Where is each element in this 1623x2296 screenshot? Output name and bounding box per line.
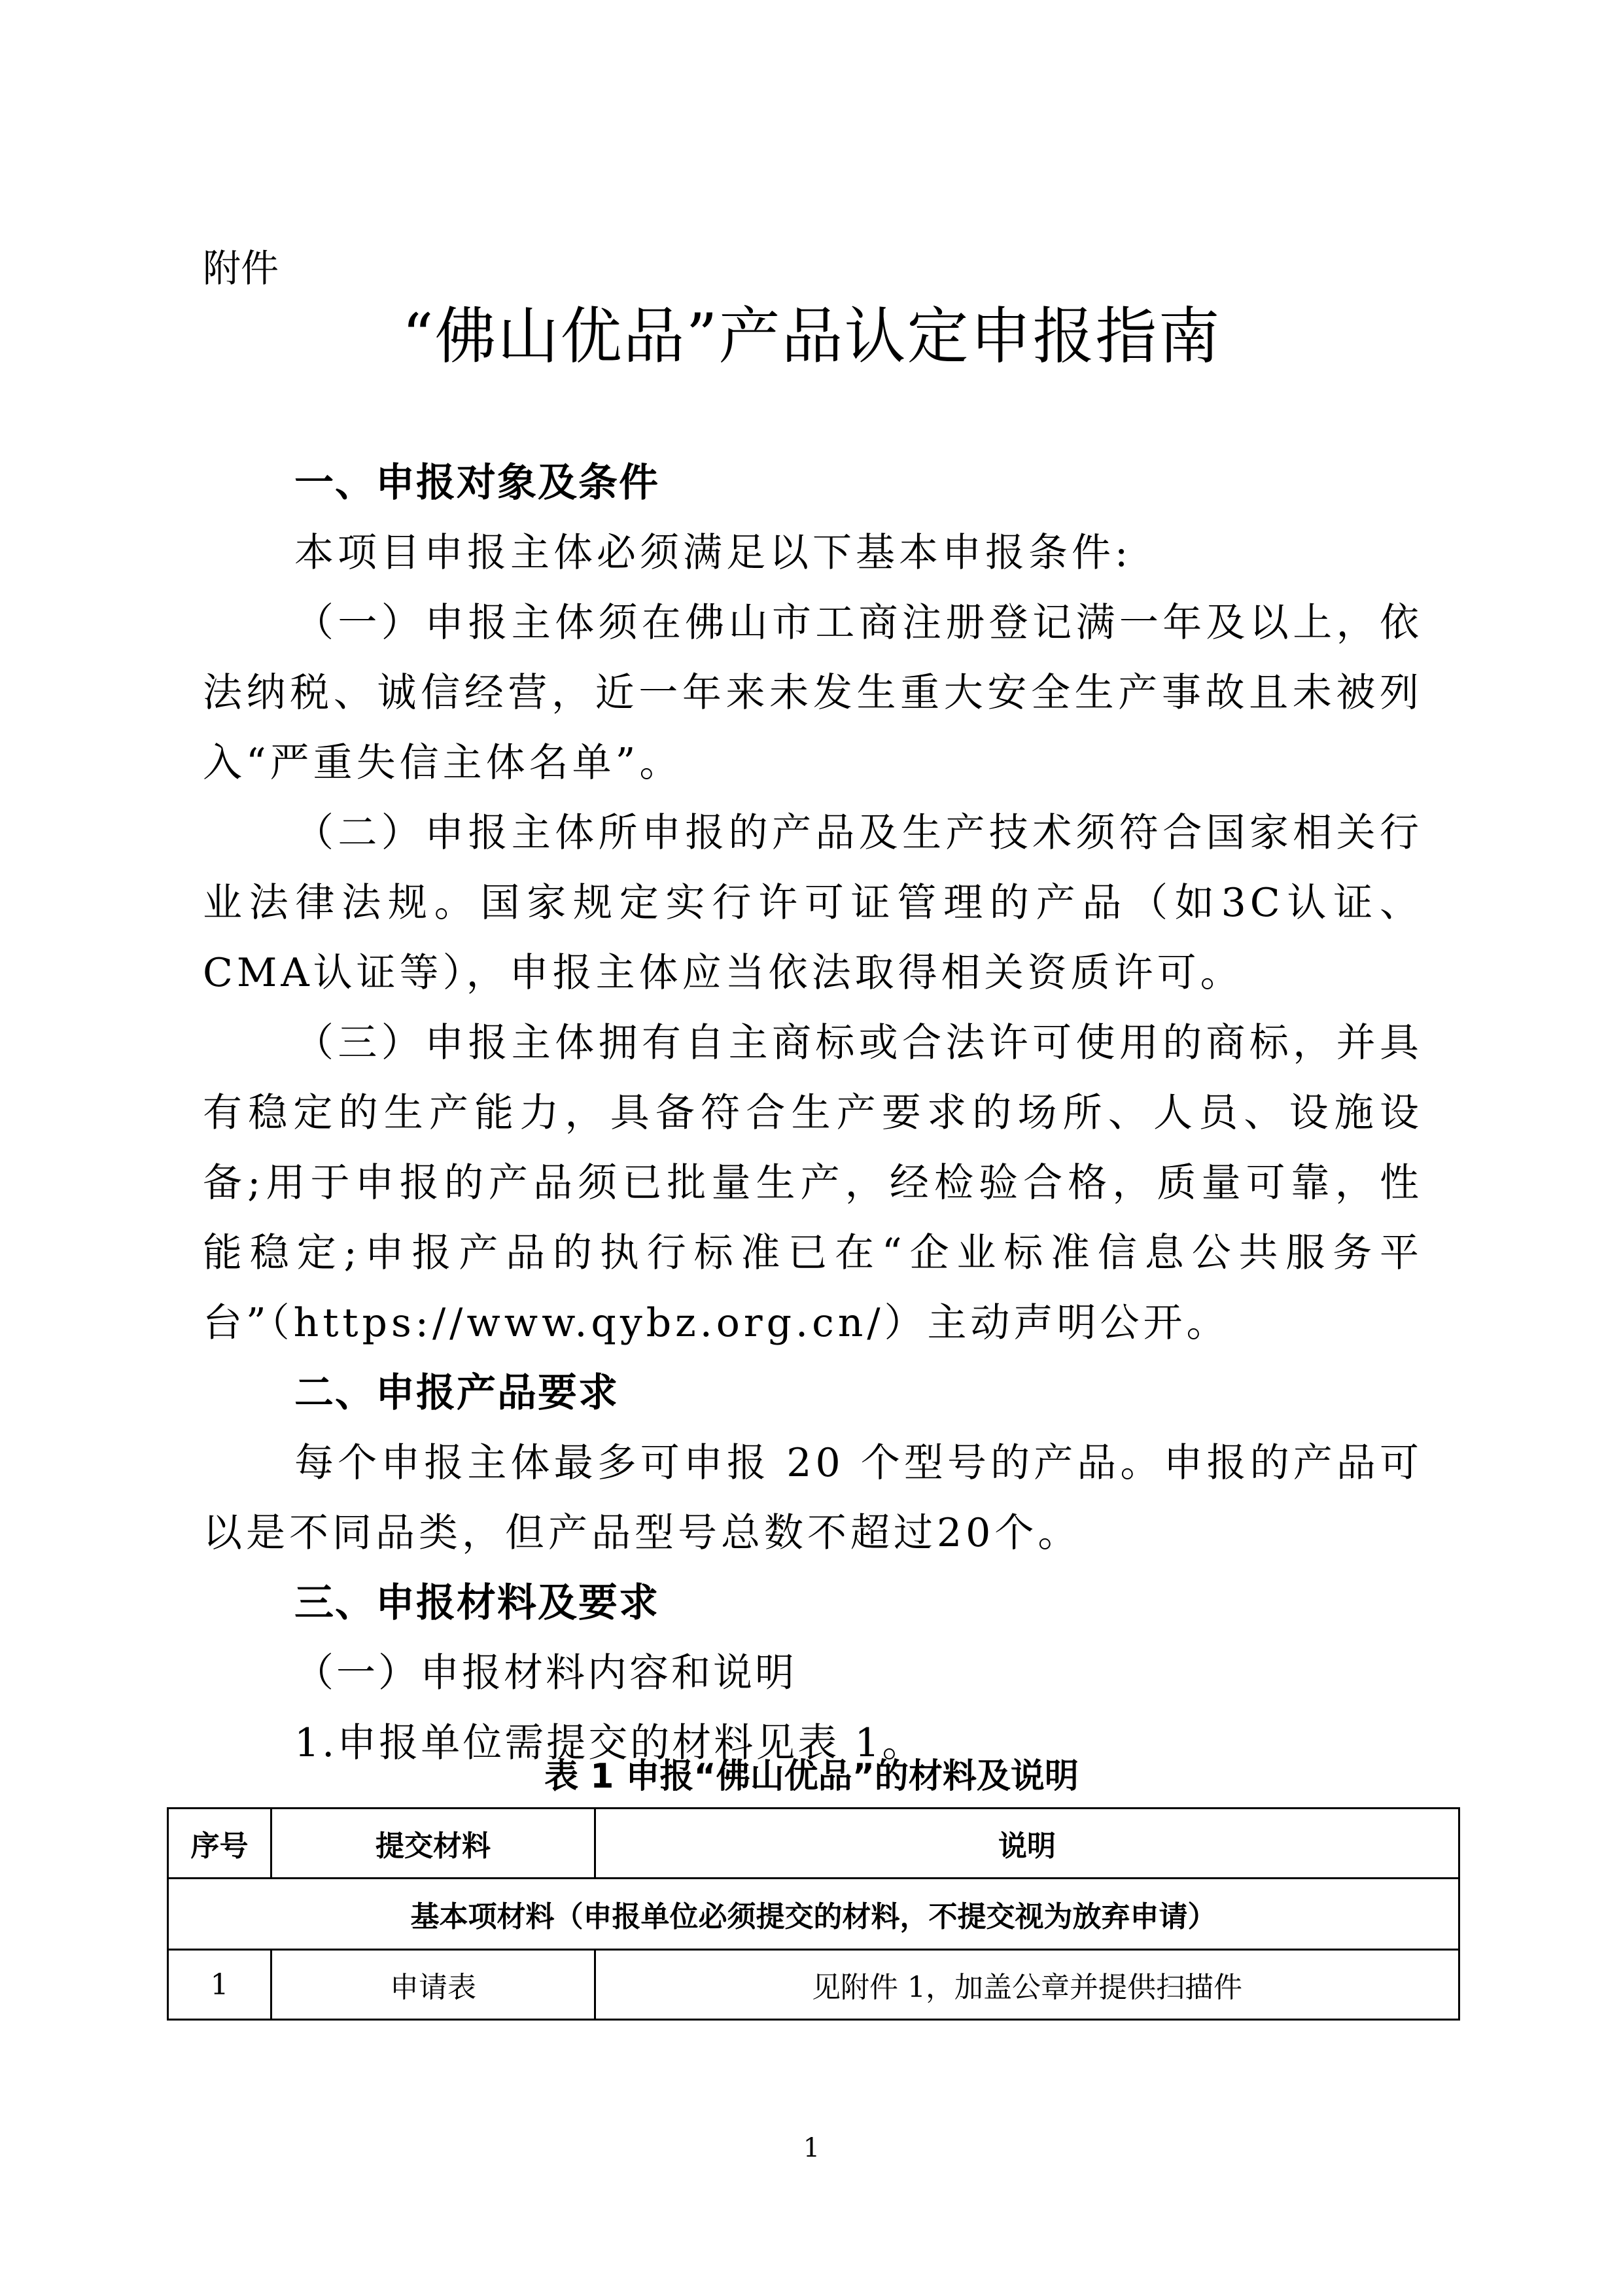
section-1-intro: 本项目申报主体必须满足以下基本申报条件: xyxy=(294,530,1132,576)
materials-table xyxy=(167,1807,1460,2021)
section-1-item-1: （一）申报主体须在佛山市工商注册登记满一年及以上，依法纳税、诚信经营，近一年来未发生重大安全生产事故且未被列入“严重失信主体名单”。 xyxy=(203,600,1423,786)
section-3-item-1: 1.申报单位需提交的材料见表 1。 xyxy=(294,1720,924,1766)
section-heading-1: 一、申报对象及条件 xyxy=(294,460,659,506)
section-heading-3: 三、申报材料及要求 xyxy=(294,1580,659,1626)
attachment-label: 附件 xyxy=(203,246,279,291)
section-1-item-3: （三）申报主体拥有自主商标或合法许可使用的商标，并具有稳定的生产能力，具备符合生产要求的场所、人员、设施设备;用于申报的产品须已批量生产，经检验合格，质量可靠，性能稳定;申报产品的执行标准已在“企业标准信息公共服务平台”（https://www.qybz.org.cn/）主动声明公开。 xyxy=(203,1020,1423,1346)
section-row-cell: 基本项材料（申报单位必须提交的材料，不提交视为放弃申请） xyxy=(168,1879,1459,1950)
table-row xyxy=(168,1950,1459,2020)
section-3-subheading-1: （一）申报材料内容和说明 xyxy=(294,1650,797,1696)
header-description: 说明 xyxy=(595,1809,1459,1879)
section-1-item-2: （二）申报主体所申报的产品及生产技术须符合国家相关行业法律法规。国家规定实行许可证管理的产品（如3C认证、CMA认证等），申报主体应当依法取得相关资质许可。 xyxy=(203,810,1423,996)
row-index: 1 xyxy=(168,1950,271,2020)
header-index: 序号 xyxy=(168,1809,271,1879)
document-body xyxy=(203,448,1423,1778)
page-number: 1 xyxy=(803,2133,820,2163)
table-header-row xyxy=(168,1809,1459,1879)
section-heading-2: 二、申报产品要求 xyxy=(294,1370,619,1416)
row-material: 申请表 xyxy=(271,1950,595,2020)
section-2-text: 每个申报主体最多可申报 20 个型号的产品。申报的产品可以是不同品类，但产品型号总数不超过20个。 xyxy=(203,1440,1423,1556)
table-section-row xyxy=(168,1879,1459,1950)
header-material: 提交材料 xyxy=(271,1809,595,1879)
table-caption: 表 1 申报“佛山优品”的材料及说明 xyxy=(544,1757,1079,1796)
document-title: “佛山优品”产品认定申报指南 xyxy=(402,301,1221,372)
row-description: 见附件 1，加盖公章并提供扫描件 xyxy=(595,1950,1459,2020)
